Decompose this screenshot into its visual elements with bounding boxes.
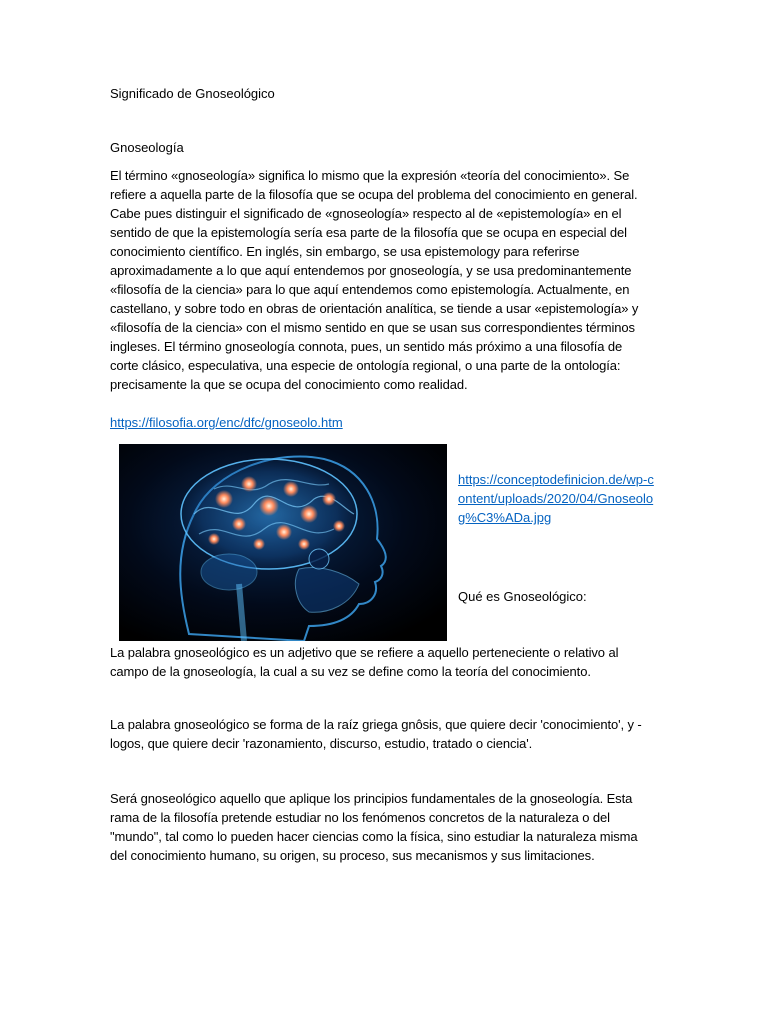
image-source-link[interactable]: https://conceptodefinicion.de/wp-content/uploads/2020/04/Gnoseolog%C3%ADa.jpg: [458, 472, 654, 525]
question-heading: Qué es Gnoseológico:: [458, 589, 587, 604]
paragraph-adjective: La palabra gnoseológico es un adjetivo que se refiere a aquello perteneciente o relativo al campo de la gnoseología, la cual a su vez se define como la teoría del conocimiento.: [110, 645, 619, 679]
paragraph-principles: Será gnoseológico aquello que aplique los principios fundamentales de la gnoseología. Esta rama de la filosofía pretende estudiar no los fenómenos concretos de la naturaleza o del "mundo", tal como lo pueden hacer ciencias como la física, sino estudiar la naturaleza misma del conocimiento humano, su origen, su proceso, sus mecanismos y sus limitaciones.: [110, 791, 638, 863]
section-heading: Gnoseología: [110, 140, 184, 155]
source-link[interactable]: https://filosofia.org/enc/dfc/gnoseolo.htm: [110, 415, 343, 430]
document-title: Significado de Gnoseológico: [110, 86, 275, 101]
paragraph-definition: El término «gnoseología» significa lo mismo que la expresión «teoría del conocimiento». Se refiere a aquella parte de la filosofía que se ocupa del problema del conocimiento en general. Cabe pues distinguir el significado de «gnoseología» respecto al de «epistemología» en el sentido de que la epistemología sería esa parte de la filosofía que se ocupa en especial del conocimiento científico. En inglés, sin embargo, se usa epistemology para referirse aproximadamente a lo que aquí entendemos por gnoseología, y se usa predominantemente «filosofía de la ciencia» para lo que aquí entendemos como epistemología. Actualmente, en castellano, y sobre todo en obras de orientación analítica, se tiende a usar «epistemología» y «filosofía de la ciencia» con el mismo sentido en que se usan sus correspondientes términos ingleses. El término gnoseología connota, pues, un sentido más próximo a una filosofía de corte clásico, especulativa, una especie de ontología regional, o una parte de la ontología: precisamente la que se ocupa del conocimiento como realidad.: [110, 168, 639, 392]
brain-xray-image: [119, 444, 447, 641]
paragraph-etymology: La palabra gnoseológico se forma de la raíz griega gnôsis, que quiere decir 'conocimiento', y -logos, que quiere decir 'razonamiento, discurso, estudio, tratado o ciencia'.: [110, 717, 642, 751]
